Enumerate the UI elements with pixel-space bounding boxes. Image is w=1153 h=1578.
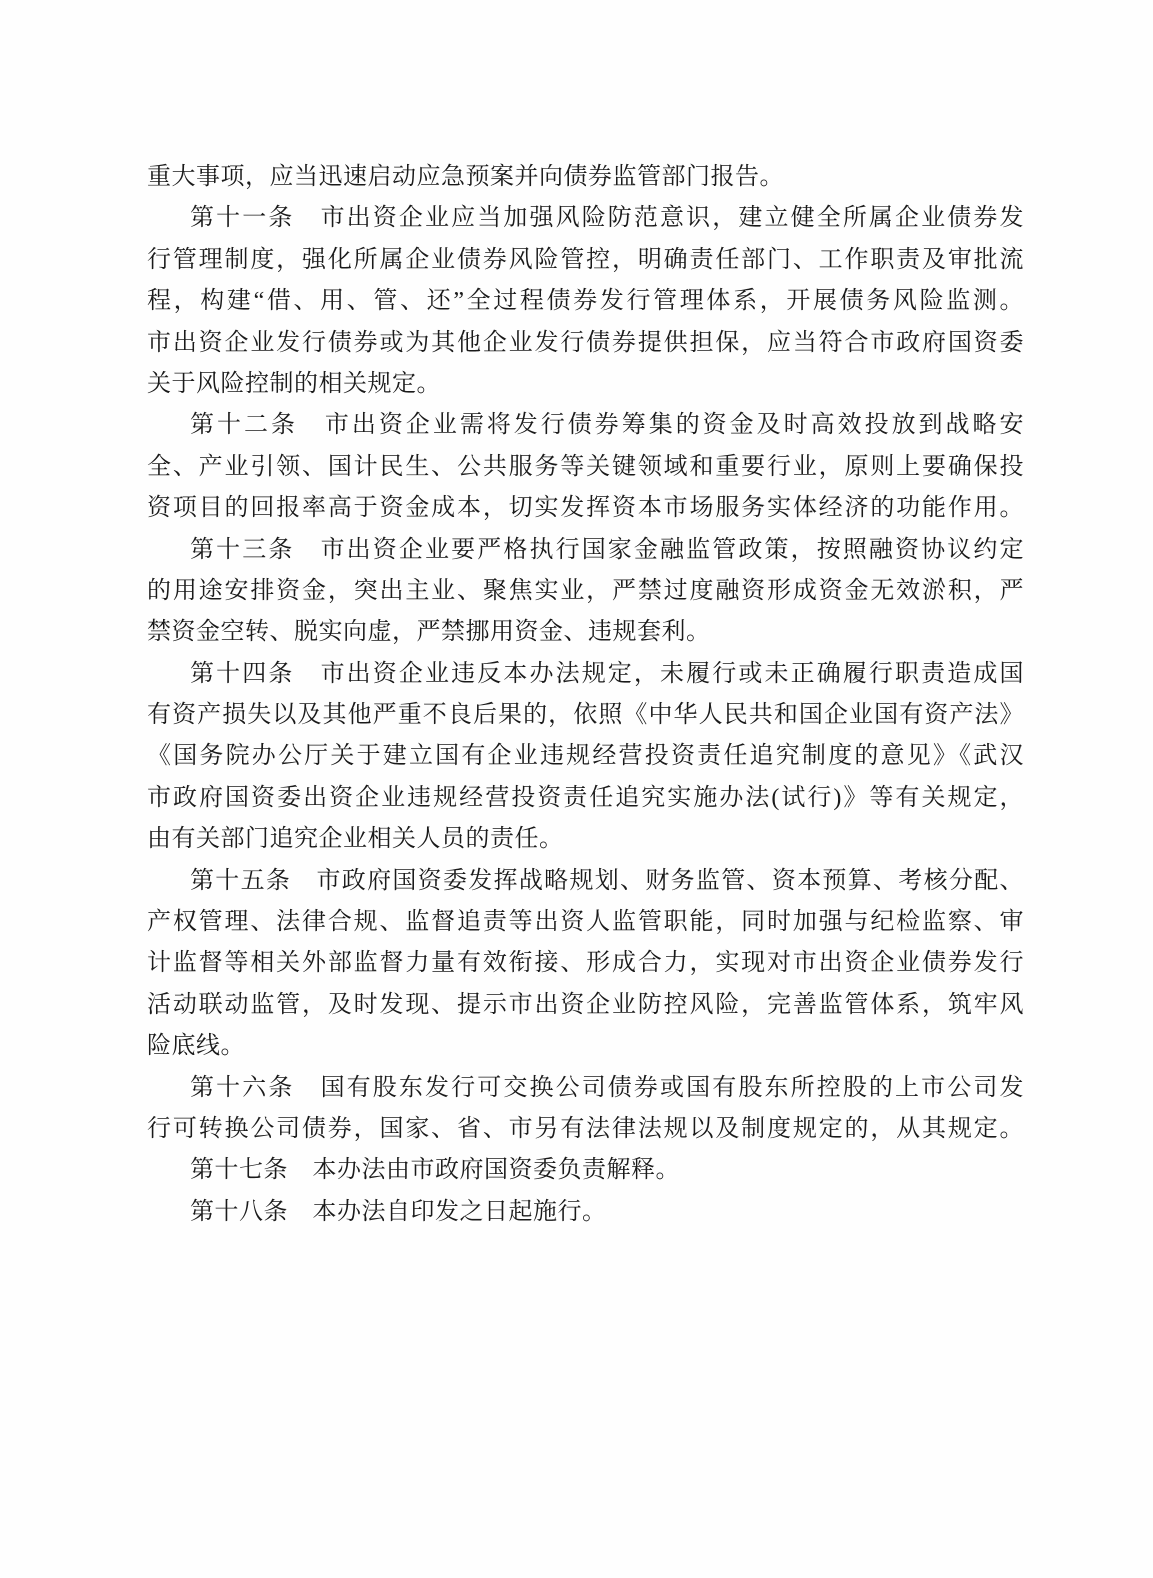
text-line: 计监督等相关外部监督力量有效衔接、形成合力，实现对市出资企业债券发行 xyxy=(147,950,1024,977)
text-line: 活动联动监管，及时发现、提示市出资企业防控风险，完善监管体系，筑牢风 xyxy=(147,991,1024,1018)
text-line: 关于风险控制的相关规定。 xyxy=(147,370,441,397)
text-line: 资项目的回报率高于资金成本，切实发挥资本市场服务实体经济的功能作用。 xyxy=(147,495,1024,522)
text-line: 行可转换公司债券，国家、省、市另有法律法规以及制度规定的，从其规定。 xyxy=(147,1115,1024,1142)
text-line: 《国务院办公厅关于建立国有企业违规经营投资责任追究制度的意见》《武汉 xyxy=(147,743,1024,770)
text-line: 行管理制度，强化所属企业债券风险管控，明确责任部门、工作职责及审批流 xyxy=(147,246,1024,273)
text-line: 禁资金空转、脱实向虚，严禁挪用资金、违规套利。 xyxy=(147,619,711,646)
text-line: 第十八条 本办法自印发之日起施行。 xyxy=(190,1198,607,1225)
text-line: 重大事项，应当迅速启动应急预案并向债券监管部门报告。 xyxy=(147,164,784,190)
text-line: 产权管理、法律合规、监督追责等出资人监管职能，同时加强与纪检监察、审 xyxy=(147,909,1024,936)
text-line: 市政府国资委出资企业违规经营投资责任追究实施办法(试行)》等有关规定， xyxy=(147,784,1024,811)
text-line: 险底线。 xyxy=(147,1033,245,1060)
document-body xyxy=(147,157,1024,1233)
text-line: 全、产业引领、国计民生、公共服务等关键领域和重要行业，原则上要确保投 xyxy=(147,453,1024,480)
text-line: 由有关部门追究企业相关人员的责任。 xyxy=(147,826,564,853)
text-line: 第十二条 市出资企业需将发行债券筹集的资金及时高效投放到战略安 xyxy=(190,412,1024,439)
text-line: 第十四条 市出资企业违反本办法规定，未履行或未正确履行职责造成国 xyxy=(190,660,1024,687)
text-line: 第十一条 市出资企业应当加强风险防范意识，建立健全所属企业债券发 xyxy=(190,205,1024,232)
text-line: 市出资企业发行债券或为其他企业发行债券提供担保，应当符合市政府国资委 xyxy=(147,329,1024,356)
text-line: 第十五条 市政府国资委发挥战略规划、财务监管、资本预算、考核分配、 xyxy=(190,867,1024,894)
text-line: 有资产损失以及其他严重不良后果的，依照《中华人民共和国企业国有资产法》 xyxy=(147,702,1024,729)
text-line: 第十七条 本办法由市政府国资委负责解释。 xyxy=(190,1157,680,1184)
text-line: 的用途安排资金，突出主业、聚焦实业，严禁过度融资形成资金无效淤积，严 xyxy=(147,577,1024,604)
text-line: 程，构建“借、用、管、还”全过程债券发行管理体系，开展债务风险监测。 xyxy=(147,288,1024,315)
text-line: 第十六条 国有股东发行可交换公司债券或国有股东所控股的上市公司发 xyxy=(190,1074,1024,1101)
text-line: 第十三条 市出资企业要严格执行国家金融监管政策，按照融资协议约定 xyxy=(190,536,1024,563)
